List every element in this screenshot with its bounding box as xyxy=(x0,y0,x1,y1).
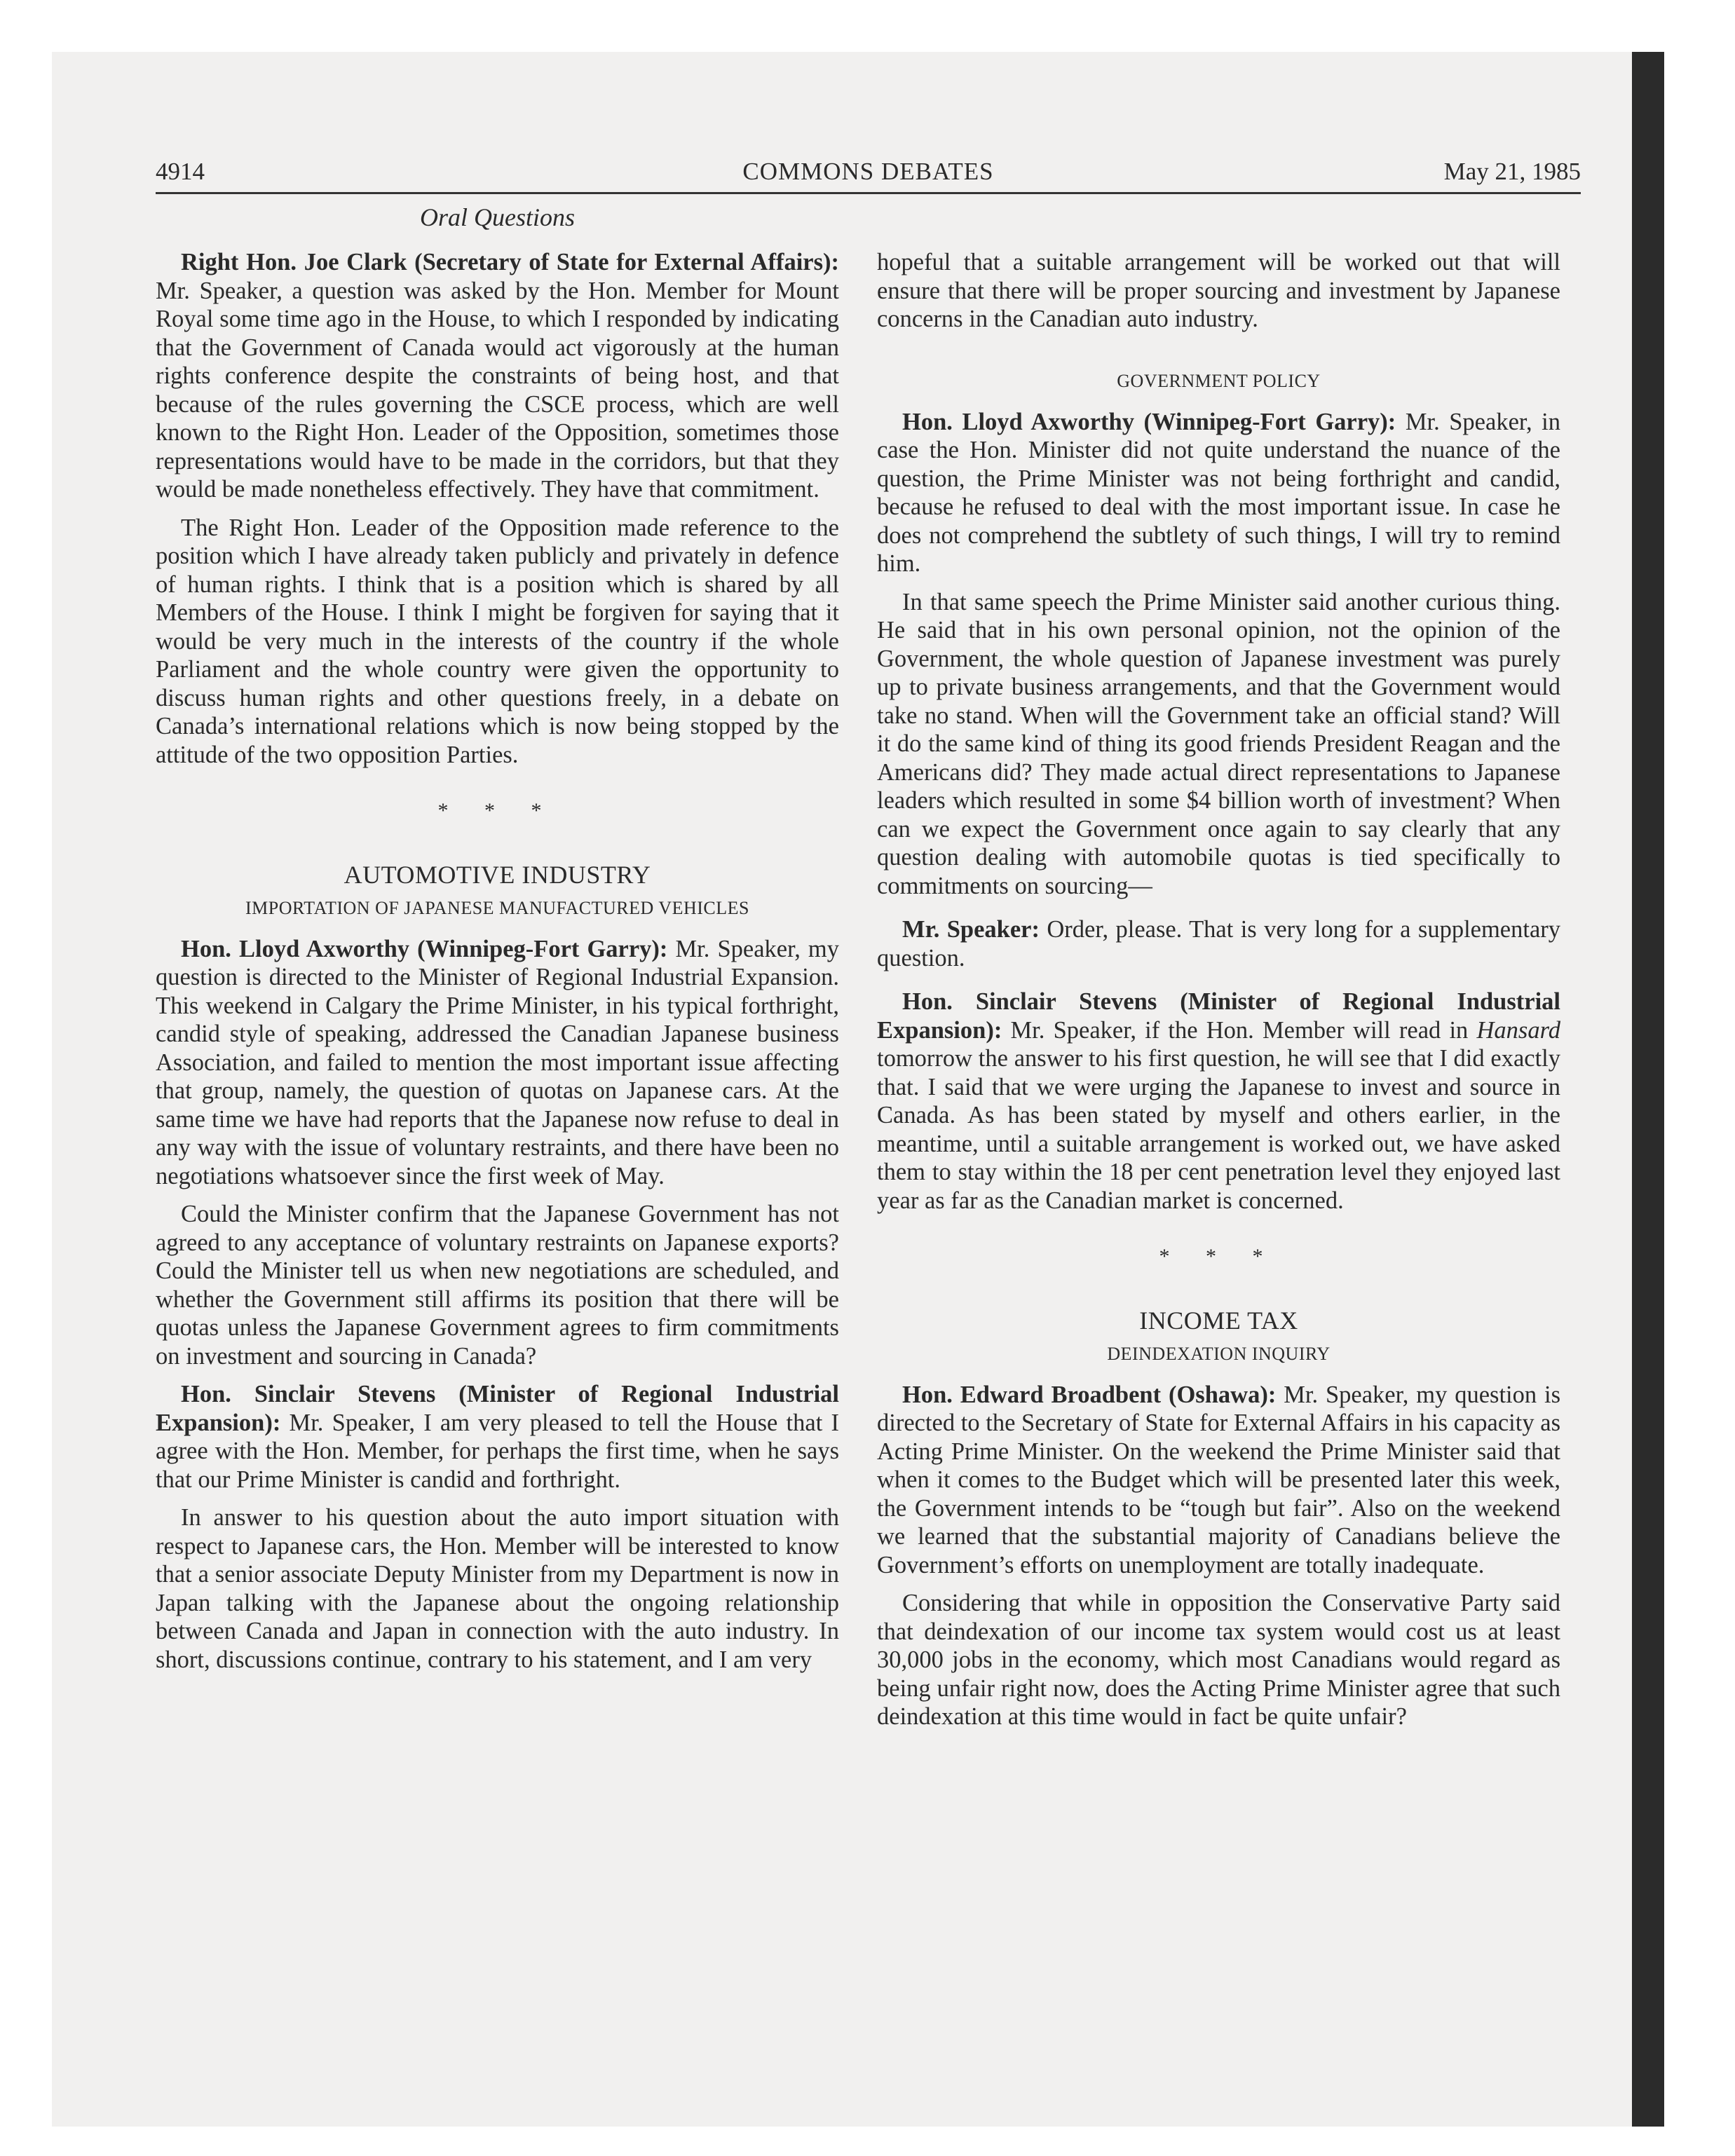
speaker-name: Right Hon. Joe Clark (Secretary of State for External Affairs): xyxy=(181,249,839,275)
speaker-name: Hon. Lloyd Axworthy (Winnipeg-Fort Garry): xyxy=(902,408,1396,435)
left-column xyxy=(156,202,839,1684)
paragraph-text: Mr. Speaker, if the Hon. Member will read in xyxy=(1002,1016,1477,1044)
page-header xyxy=(156,156,1581,194)
paragraph-text: Mr. Speaker, my question is directed to the Secretary of State for External Affairs in his capacity as Acting Prime Minister. On the weekend the Prime Minister said that when it comes to the Budget which will be presented later this week, the Government intends to be “tough but fair”. Also on the weekend we learned that the substantial majority of Canadians believe the Government’s efforts on unemployment are totally inadequate. xyxy=(877,1381,1561,1578)
section-heading: AUTOMOTIVE INDUSTRY xyxy=(343,860,651,889)
speaker-name: Mr. Speaker: xyxy=(902,916,1040,943)
paragraph xyxy=(156,935,839,1191)
publication-title: COMMONS DEBATES xyxy=(742,158,994,185)
scan-edge-shadow xyxy=(1632,52,1664,2127)
paragraph-text: Mr. Speaker, I am very pleased to tell the House that I agree with the Hon. Member, for perhaps the first time, when he says that our Prime Minister is candid and forthright. xyxy=(156,1409,839,1493)
paragraph xyxy=(877,408,1560,578)
paragraph-text: Order, please. That is very long for a supplementary question. xyxy=(877,916,1561,971)
paragraph xyxy=(877,915,1560,972)
paragraph xyxy=(156,1380,839,1494)
italic-text: Hansard xyxy=(1476,1016,1560,1044)
section-heading: INCOME TAX xyxy=(1139,1306,1298,1335)
section-separator: * * * xyxy=(437,799,557,822)
paragraph-text: Mr. Speaker, in case the Hon. Minister did not quite understand the nuance of the question, the Prime Minister was not being forthright and candid, because he refused to deal with the most important issue. In case he does not comprehend the subtlety of such things, I will try to remind him. xyxy=(877,408,1560,577)
paragraph: In that same speech the Prime Minister said another curious thing. He said that in his own personal opinion, not the opinion of the Government, the whole question of Japanese investment was purely up to private business arrangements, and that the Government would take no stand. When will the Government take an official stand? Will it do the same kind of thing its good friends President Reagan and the Americans did? They made actual direct representations to Japanese leaders which resulted in some $4 billion worth of investment? When can we expect the Government once again to say clearly that any question dealing with automobile quotas is tied specifically to commitments on sourcing— xyxy=(877,588,1560,899)
section-separator: * * * xyxy=(1159,1245,1279,1268)
speaker-name: Hon. Edward Broadbent (Oshawa): xyxy=(902,1381,1277,1408)
paragraph-text: tomorrow the answer to his first question, he will see that I did exactly that. I said that we were urging the Japanese to invest and source in Canada. As has been stated by myself and others earlier, in the meantime, until a suitable arrangement is worked out, we have asked them to stay within the 18 per cent penetration level they enjoyed last year as far as the Canadian market is concerned. xyxy=(877,1045,1560,1214)
speaker-name: Hon. Sinclair Stevens (Minister of Regional Industrial Expansion): xyxy=(156,1381,839,1436)
speaker-name: Hon. Sinclair Stevens (Minister of Regional Industrial Expansion): xyxy=(877,988,1560,1044)
paragraph xyxy=(156,248,839,504)
speaker-name: Hon. Lloyd Axworthy (Winnipeg-Fort Garry): xyxy=(181,935,668,962)
section-subheading: IMPORTATION OF JAPANESE MANUFACTURED VEHICLES xyxy=(245,897,749,918)
paragraph-text: Mr. Speaker, a question was asked by the Hon. Member for Mount Royal some time ago in the House, to which I responded by indicating that the Government of Canada would act vigorously at the human rights conference despite the constraints of being host, and that because of the rules governing the CSCE process, which are well known to the Right Hon. Leader of the Opposition, sometimes those representations would have to be made in the corridors, but that they would be made nonetheless effectively. They have that commitment. xyxy=(156,277,839,503)
paragraph: The Right Hon. Leader of the Opposition made reference to the position which I have already taken publicly and privately in defence of human rights. I think that is a position which is shared by all Members of the House. I think I might be forgiven for saying that it would be very much in the interests of the country if the whole Parliament and the whole country were given the opportunity to discuss human rights and other questions freely, in a debate on Canada’s international relations which is now being stopped by the attitude of the two opposition Parties. xyxy=(156,514,839,768)
page-date: May 21, 1985 xyxy=(1443,158,1581,185)
paragraph xyxy=(877,1381,1560,1580)
right-column xyxy=(877,248,1560,1741)
paragraph xyxy=(877,988,1560,1215)
running-head: Oral Questions xyxy=(419,203,575,231)
paragraph-text: Mr. Speaker, my question is directed to the Minister of Regional Industrial Expansion. This weekend in Calgary the Prime Minister, in his typical forthright, candid style of speaking, addressed the Canadian Japanese business Association, and failed to mention the most important issue affecting that group, namely, the question of quotas on Japanese cars. At the same time we have had reports that the Japanese now refuse to deal in any way with the issue of voluntary restraints, and there have been no negotiations whatsoever since the first week of May. xyxy=(156,935,839,1189)
paragraph: Could the Minister confirm that the Japanese Government has not agreed to any acceptance of voluntary restraints on Japanese exports? Could the Minister tell us when new negotiations are scheduled, and whether the Government still affirms its position that there will be quotas unless the Japanese Government agrees to firm commitments on investment and sourcing in Canada? xyxy=(156,1201,839,1370)
paragraph: hopeful that a suitable arrangement will be worked out that will ensure that there will be proper sourcing and investment by Japanese concerns in the Canadian auto industry. xyxy=(877,249,1560,332)
paragraph: In answer to his question about the auto import situation with respect to Japanese cars, the Hon. Member will be interested to know that a senior associate Deputy Minister from my Department is now in Japan talking with the Japanese about the ongoing relationship between Canada and Japan in connection with the auto industry. In short, discussions continue, contrary to his statement, and I am very xyxy=(156,1504,839,1673)
section-subheading: GOVERNMENT POLICY xyxy=(1117,370,1321,391)
section-subheading: DEINDEXATION INQUIRY xyxy=(1107,1343,1331,1364)
paragraph: Considering that while in opposition the Conservative Party said that deindexation of our income tax system would cost us at least 30,000 jobs in the economy, which most Canadians would regard as being unfair right now, does the Acting Prime Minister agree that such deindexation at this time would in fact be quite unfair? xyxy=(877,1590,1560,1730)
page-number: 4914 xyxy=(156,158,205,185)
